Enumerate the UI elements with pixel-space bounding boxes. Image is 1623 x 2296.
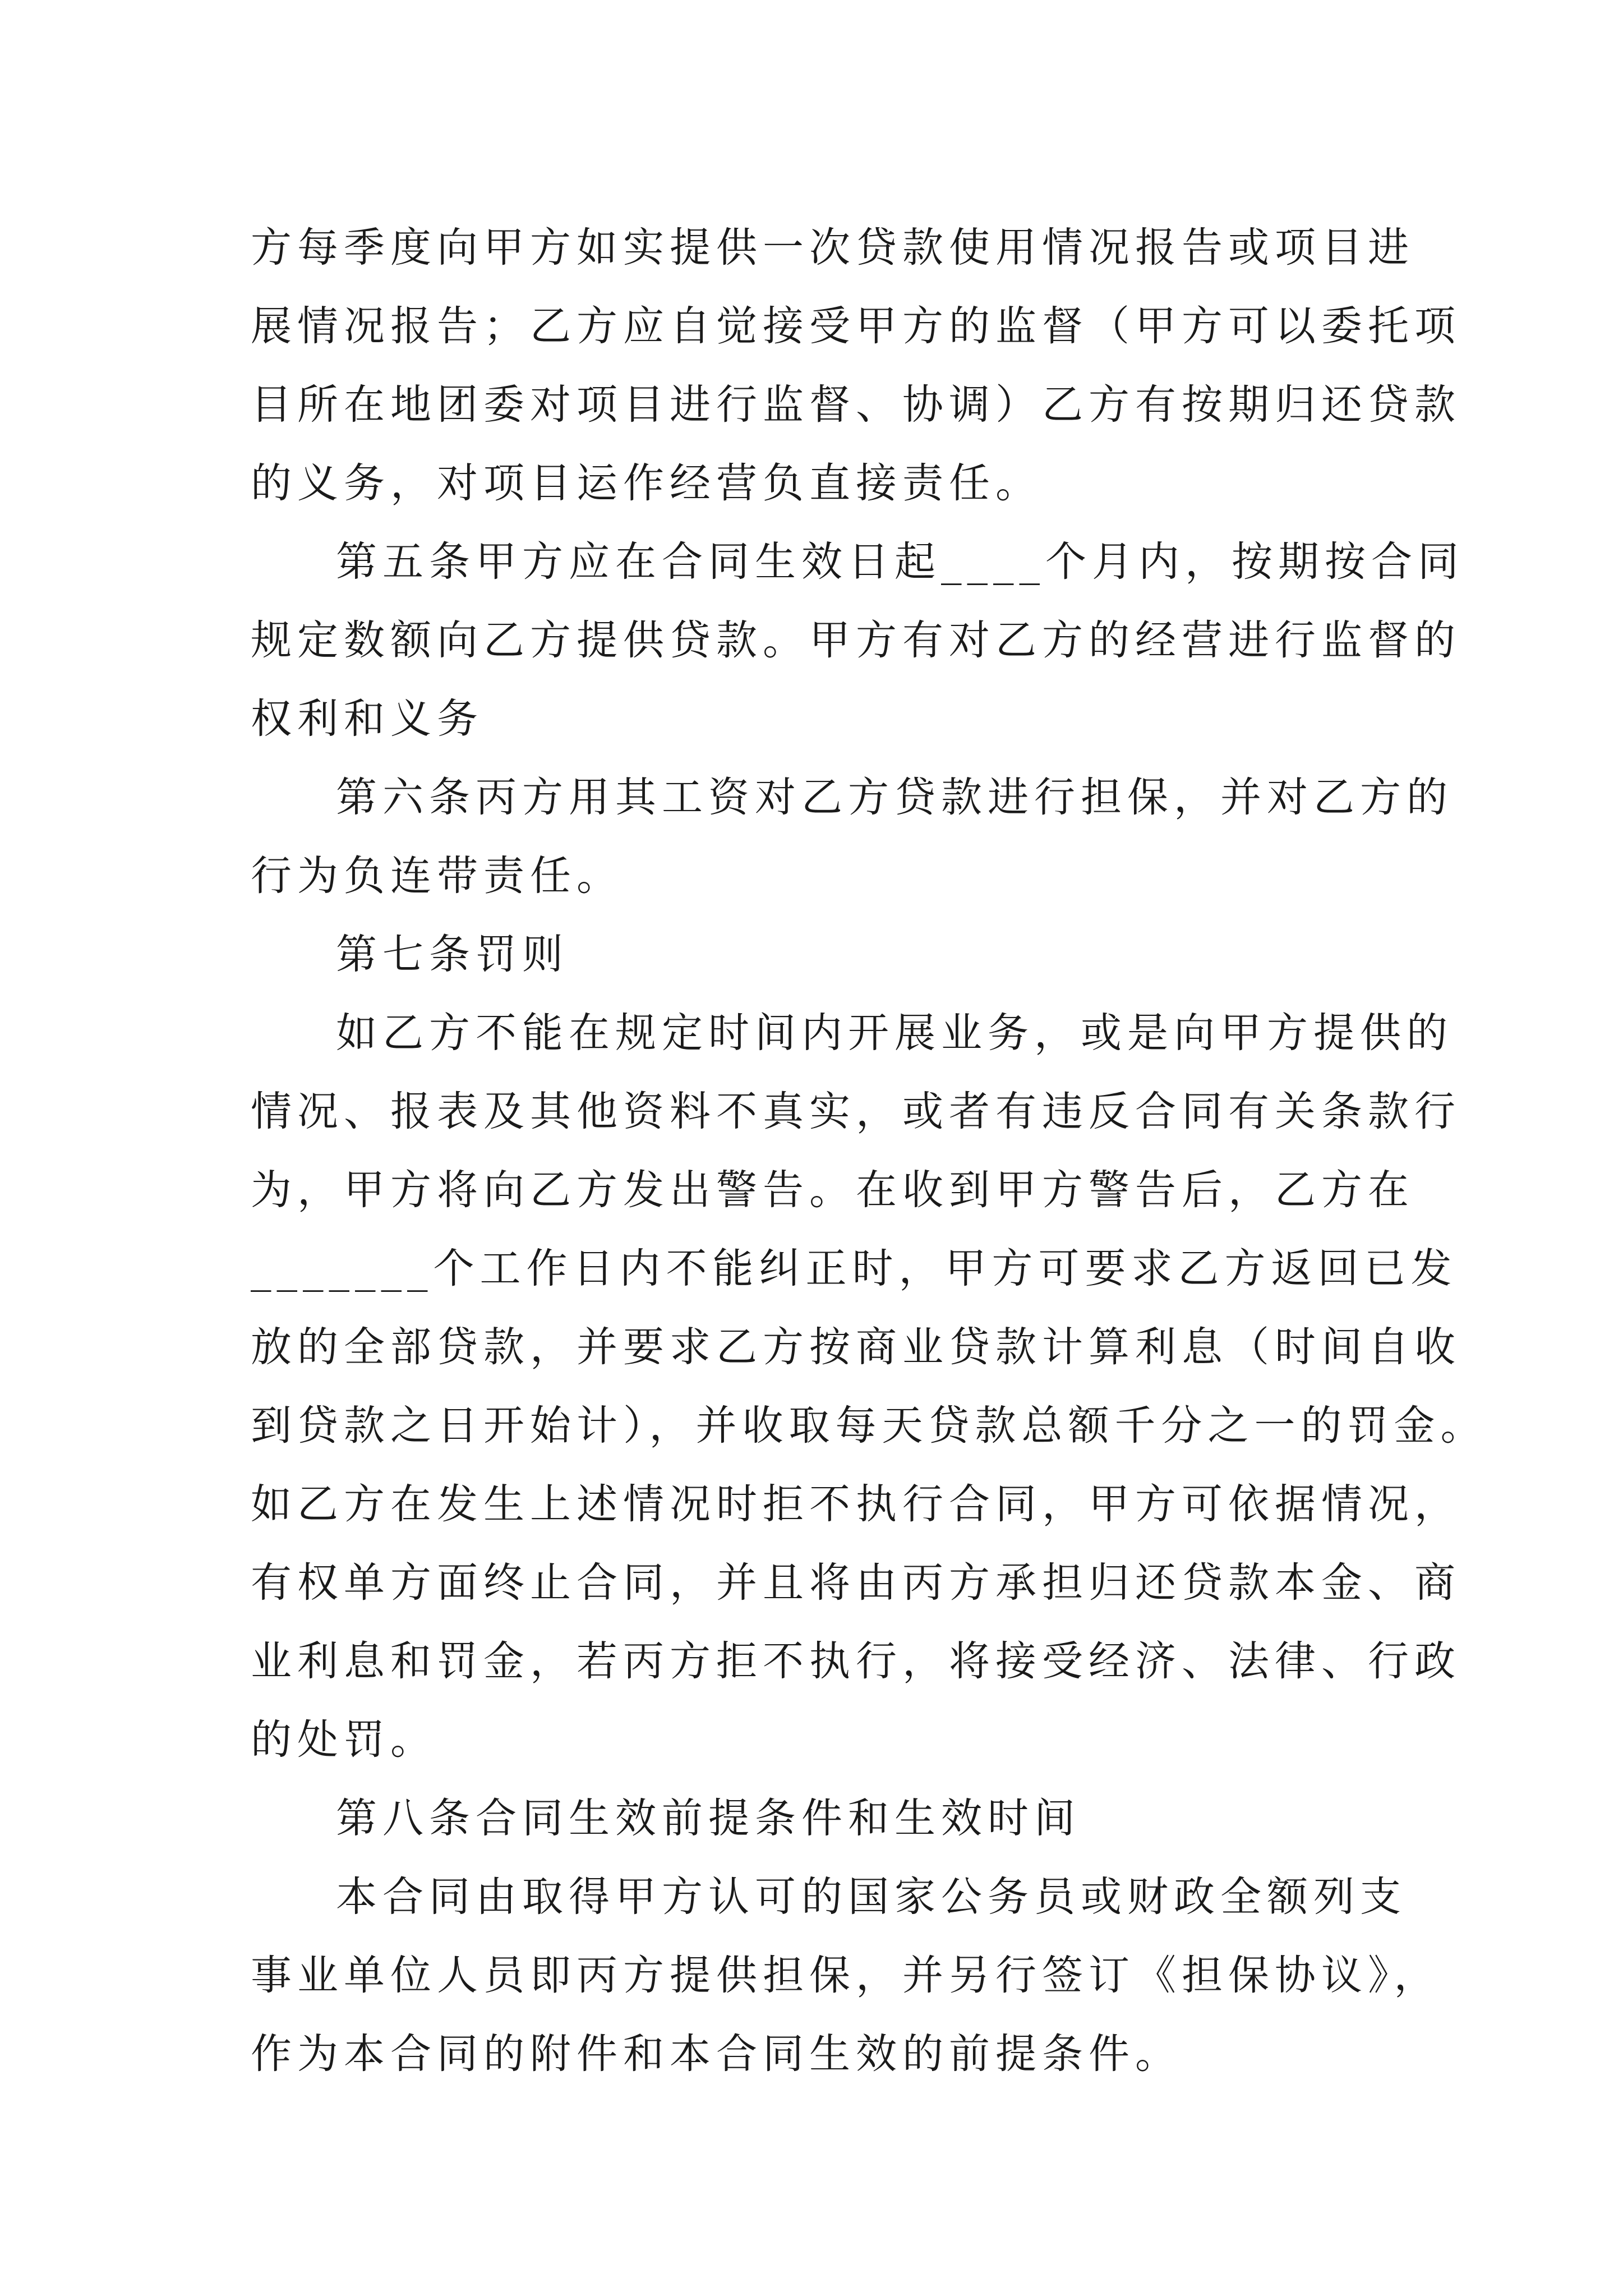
text-line-3: 目所在地团委对项目进行监督、协调）乙方有按期归还贷款 [251, 381, 1461, 429]
article-8-line-3: 作为本合同的附件和本合同生效的前提条件。 [251, 2030, 1182, 2078]
contract-text [251, 209, 1487, 2093]
article-7-heading: 第七条罚则 [336, 931, 569, 978]
text-line-4: 的义务，对项目运作经营负直接责任。 [251, 459, 1042, 507]
penalty-line-3: 为，甲方将向乙方发出警告。在收到甲方警告后，乙方在 [251, 1166, 1414, 1214]
text-line-2: 展情况报告；乙方应自觉接受甲方的监督（甲方可以委托项 [251, 302, 1461, 350]
penalty-line-9: 业利息和罚金，若丙方拒不执行，将接受经济、法律、行政 [251, 1637, 1461, 1685]
penalty-line-7: 如乙方在发生上述情况时拒不执行合同，甲方可依据情况， [251, 1480, 1461, 1528]
article-8-line-2: 事业单位人员即丙方提供担保，并另行签订《担保协议》， [251, 1952, 1441, 1999]
article-8-line-1: 本合同由取得甲方认可的国家公务员或财政全额列支 [336, 1873, 1407, 1921]
article-6-line-2: 行为负连带责任。 [251, 852, 623, 900]
article-5-line-1: 第五条甲方应在合同生效日起____个月内，按期按合同 [336, 538, 1464, 586]
penalty-line-6: 到贷款之日开始计），并收取每天贷款总额千分之一的罚金。 [251, 1402, 1487, 1450]
text-line-1: 方每季度向甲方如实提供一次贷款使用情况报告或项目进 [251, 224, 1414, 272]
article-5-line-2: 规定数额向乙方提供贷款。甲方有对乙方的经营进行监督的 [251, 616, 1461, 664]
penalty-line-2: 情况、报表及其他资料不真实，或者有违反合同有关条款行 [251, 1088, 1461, 1135]
article-5-line-3: 权利和义务 [251, 695, 483, 743]
penalty-line-5: 放的全部贷款，并要求乙方按商业贷款计算利息（时间自收 [251, 1323, 1461, 1371]
penalty-line-1: 如乙方不能在规定时间内开展业务，或是向甲方提供的 [336, 1009, 1453, 1057]
penalty-line-10: 的处罚。 [251, 1716, 437, 1764]
article-6-line-1: 第六条丙方用其工资对乙方贷款进行担保，并对乙方的 [336, 774, 1453, 821]
penalty-line-4: _______个工作日内不能纠正时，甲方可要求乙方返回已发 [251, 1245, 1458, 1292]
penalty-line-8: 有权单方面终止合同，并且将由丙方承担归还贷款本金、商 [251, 1559, 1461, 1607]
article-8-heading: 第八条合同生效前提条件和生效时间 [336, 1795, 1081, 1842]
